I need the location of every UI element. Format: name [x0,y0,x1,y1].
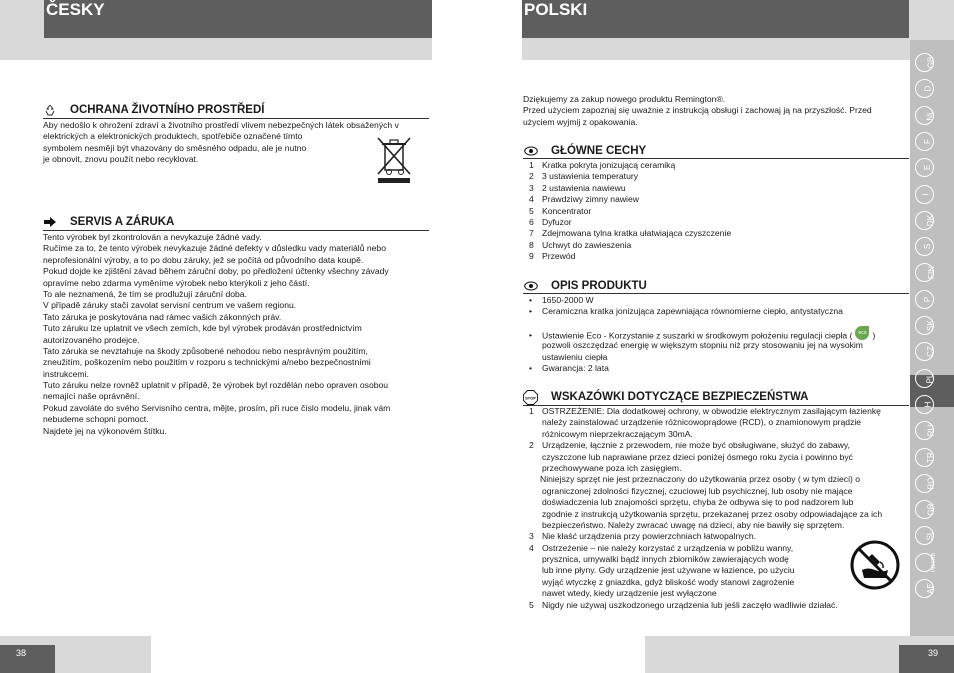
item-text: różnicowym nieprzekraczającym 30mA. [542,428,693,439]
list-item [529,520,882,531]
text-line: Pokud dojde ke zjištění závad během záruční doby, po předložení účtenky všechny závady [43,266,389,277]
recycle-icon [43,104,57,116]
list-item [529,474,882,485]
item-text: Nigdy nie używaj uszkodzonego urządzenia lub jeśli zaczęło wadliwie działać. [542,599,838,610]
list-item [529,452,882,463]
language-tab-label: NL [925,109,935,121]
language-tab-label: SK [925,320,935,331]
intro-text [523,94,872,128]
item-text: Przewód [542,251,576,262]
language-tab-h[interactable] [915,395,934,414]
language-tab-hr-srb[interactable] [915,552,937,572]
text-line: Pokud zavoláte do svého Servisního centra, mějte, prosím, při ruce číslo modelu, jinak vám [43,402,391,413]
item-text: 3 ustawienia temperatury [542,171,639,182]
text-line: nebudeme schopni pomoct. [43,414,149,425]
list-item [529,543,882,554]
language-tab-gb[interactable] [915,53,934,72]
text-line: neprofesionální výroby, a to po dobu záruky, jež se počítá od původního data koupě. [43,254,364,265]
list-item [529,554,882,565]
item-text: Urządzenie, łącznie z przewodem, nie może być obsługiwane, służyć do zabawy, [542,440,850,451]
text-line: autorizovaného prodejce. [43,334,140,345]
features-section-title: GŁÓWNE CECHY [551,145,647,157]
eco-badge-label: eco [858,330,867,336]
item-number: 2 [529,440,534,451]
item-text: Uchwyt do zawieszenia [542,239,632,250]
language-tab-label: AE [925,583,935,594]
features-rule [523,158,909,159]
item-number: 2 [529,171,534,182]
list-item [529,497,882,508]
item-number: 5 [529,599,534,610]
list-item [529,240,731,251]
item-text: lub inne płyny. Gdy urządzenie jest używane w łazience, po użyciu [542,565,795,576]
language-tab-nl[interactable] [915,106,934,125]
text-line: opravíme nebo zdarma vyměníme výrobek nebo kterýkoli z jeho částí. [43,277,310,288]
safety-section-title: WSKAZÓWKI DOTYCZĄCE BEZPIECZEŃSTWA [551,391,809,403]
language-tab-i[interactable] [915,185,934,204]
list-item [529,486,882,497]
language-tab-label: GR [926,503,935,516]
item-text: 2 ustawienia nawiewu [542,182,626,193]
right-page-number [899,645,954,673]
env-rule [43,118,429,119]
service-rule [43,230,429,231]
language-tab-label: D [922,85,932,92]
description-rule [523,293,909,294]
bullet-item: • 1650-2000 W [529,295,594,305]
page-number-text: 38 [16,648,27,658]
language-tab-label: P [922,296,932,302]
list-item [529,565,882,576]
list-item [529,217,731,228]
list-item [529,588,882,599]
item-number: 3 [529,531,534,542]
list-item [529,440,882,451]
stop-icon-text: STOP [525,395,536,401]
bullet-text: Gwarancja: 2 lata [542,363,609,374]
service-text [43,232,390,437]
language-tab-label: HR/SRB [930,552,937,572]
item-text: bezpieczeństwo. Należy zwracać uwagę na dzieci, aby nie bawiły się sprzętem. [542,519,845,530]
bullet-text: ) [872,330,876,341]
language-tab-ae[interactable] [915,579,934,598]
language-tab-label: CZ [925,346,935,358]
language-tab-gr[interactable] [915,500,934,519]
item-number: 4 [529,194,534,205]
language-tab-label: RO [926,477,935,490]
eye-icon [524,145,538,157]
item-text: OSTRZEŻENIE: Dla dodatkowej ochrony, w obwodzie elektrycznym zasilającym łazienkę [542,406,881,416]
language-tab-tr[interactable] [915,448,934,467]
text-line: nemající naše oprávnění. [43,391,140,402]
eye-icon [524,280,538,292]
item-text: Niniejszy sprzęt nie jest przeznaczony do użytkowania przez osoby ( w tym dzieci) o [540,474,861,485]
list-item [529,463,882,474]
left-page-number [0,645,55,673]
language-tab-label: PL [924,373,934,383]
item-number: 3 [529,182,534,193]
text-line: Ručíme za to, že tento výrobek nevykazuje žádné defekty v důsledku vady materiálů nebo [43,243,386,254]
bullet-item: • Ustawienie Eco - Korzystanie z suszarki w środkowym położeniu regulacji ciepła ( eco ) [529,329,875,340]
text-line: Aby nedošlo k ohrožení zdraví a životního prostředí vlivem nebezpečných látek obsažených v [43,120,399,130]
text-line: instrukcemi. [43,368,89,379]
right-header-title: POLSKI [524,0,588,19]
text-line: symbolem nesmějí být vhazovány do směsného odpadu, ale je nutno [43,142,307,153]
language-tab-label: TR [925,451,935,463]
item-text: czyszczone lub naprawiane przez dzieci poniżej ósmego roku życia i powinno być [542,451,853,462]
item-number: 9 [529,251,534,262]
language-tab-label: GB [925,56,935,69]
env-text [43,120,399,166]
bullet-cont: ustawieniu ciepła [542,351,608,362]
item-text: doświadczenia lub znajomości sprzętu, chyba że odbywa się to pod nadzorem lub [542,497,854,508]
text-line: Tento výrobek byl zkontrolován a nevykazuje žádné vady. [43,232,262,242]
bullet-item: • Ceramiczna kratka jonizująca zapewniająca równomierne ciepło, antystatyczna [529,306,843,317]
right-page-header [522,0,909,38]
item-text: Nie kłaść urządzenia przy powierzchniach łatwopalnych. [542,531,756,542]
item-number: 6 [529,216,534,227]
language-tab-column [910,40,954,636]
left-header-title: ČESKY [46,0,105,19]
list-item [529,577,882,588]
item-text: ograniczonej zdolności fizycznej, czuciowej lub psychicznej, lub osoby nie mające [542,485,853,496]
weee-bin-icon [374,134,414,184]
language-tab-label: E [922,165,932,171]
description-section-title: OPIS PRODUKTU [551,280,647,292]
item-number: 4 [529,542,534,553]
language-tab-label: S [922,243,932,250]
features-list [529,160,731,263]
list-item [529,194,731,205]
text-line: je obnovit, znovu použít nebo recyklovat. [43,154,199,165]
text-line: Tuto záruku nelze rovněž uplatnit v případě, že výrobek byl rozdělán nebo opraven osobou [43,380,389,391]
language-tab-sk[interactable] [915,316,934,335]
item-number: 1 [529,160,534,170]
language-tab-label: SL [924,530,934,541]
text-line: zneužitím, poškozením nebo použitím v rozporu s technickými a/nebo bezpečnostními [43,357,371,368]
language-tab-s[interactable] [915,237,934,256]
service-section-title: SERVIS A ZÁRUKA [70,216,175,228]
text-line: Tuto záruku lze uplatnit ve všech zemích, kde byl výrobek prodáván prostřednictvím [43,323,362,334]
language-tab-f[interactable] [915,132,934,151]
description-list [529,295,843,318]
language-tab-dk[interactable] [915,211,934,230]
list-item [529,429,882,440]
item-text: Dyfuzor [542,216,572,227]
language-tab-pl[interactable] [915,369,934,388]
text-line: Przed użyciem zapoznaj się uważnie z instrukcją obsługi i zachowaj ją na przyszłość. Przed [523,105,872,116]
no-water-icon [850,540,900,590]
item-text: Prawdziwy zimny nawiew [542,194,639,205]
item-number: 8 [529,239,534,250]
item-text: nawet wtedy, kiedy urządzenie jest wyłączone [542,588,717,599]
arrow-right-icon [43,216,57,228]
bullet-text: 1650-2000 W [542,295,594,305]
language-tab-label: F [922,138,932,144]
list-item [529,183,731,194]
item-text: prysznica, umywalki bądź innych zbiorników zawierających wodę [542,554,789,565]
text-line: Tato záruka je poskytována nad rámec vašich zákonných práv. [43,311,282,322]
item-text: Koncentrator [542,205,592,216]
description-eco-item [529,329,875,375]
text-line: elektrických a elektronických produktech, spotřebiče označené tímto [43,131,303,142]
list-item [529,206,731,217]
bullet-item: • Gwarancja: 2 lata [529,363,609,374]
item-text: zgodnie z instrukcją użytkowania sprzętu, przekazanej przez osoby odpowiadające za ich [542,508,883,519]
text-line: Tato záruka se nevztahuje na škody způsobené nehodou nebo nesprávným použitím, [43,345,368,356]
list-item [529,228,731,239]
stop-icon [523,390,538,405]
item-text: wyjąć wtyczkę z gniazdka, gdyż bliskość wody stanowi zagrożenie [542,576,795,587]
text-line: To ale neznamená, že tím se prodlužují záruční doba. [43,288,247,299]
list-item [529,160,731,171]
bullet-cont: pozwoli oszczędzać energię w większym stopniu niż przy stosowaniu jej na wysokim [542,340,863,351]
list-item [529,406,882,417]
language-tab-label: FIN [926,266,936,280]
text-line: Dziękujemy za zakup nowego produktu Remington®. [523,94,726,104]
text-line: V případě záruky stačí zavolat servisní centrum ve vašem regionu. [43,300,297,311]
safety-list [529,406,882,611]
list-item [529,509,882,520]
language-tab-label: DK [925,214,935,226]
language-tab-label: H [922,401,932,408]
language-tab-label: RU [925,424,935,437]
bullet-text: Ustawienie Eco - Korzystanie z suszarki w środkowym położeniu regulacji ciepła ( [542,330,853,341]
text-line: Najdete jej na výkonovém štítku. [43,425,167,436]
item-number: 7 [529,228,534,239]
list-item [529,251,731,262]
item-number: 1 [529,406,534,416]
eco-badge [855,326,869,340]
item-number: 5 [529,205,534,216]
env-section-title: OCHRANA ŽIVOTNÍHO PROSTŘEDÍ [70,104,265,116]
item-text: Kratka pokryta jonizującą ceramiką [542,160,676,170]
language-tab-ro[interactable] [915,474,934,493]
language-tab-p[interactable] [915,290,934,309]
page-number-text: 39 [928,648,939,658]
item-text: Ostrzeżenie – nie należy korzystać z urządzenia w pobliżu wanny, [542,542,794,553]
item-text: należy zainstalować urządzenie różnicowoprądowe (RCD), o znamionowym prądzie [542,417,862,428]
bullet-text: Ceramiczna kratka jonizująca zapewniająca równomierne ciepło, antystatyczna [542,306,843,317]
list-item [529,531,882,542]
left-page-header [44,0,432,38]
text-line: użyciem wyjmij z opakowania. [523,116,638,127]
list-item [529,600,882,611]
language-tab-label: I [921,192,931,196]
list-item [529,417,882,428]
list-item [529,171,731,182]
item-text: Zdejmowana tylna kratka ułatwiająca czyszczenie [542,228,732,239]
item-text: przechowywane poza ich zasięgiem. [542,462,682,473]
